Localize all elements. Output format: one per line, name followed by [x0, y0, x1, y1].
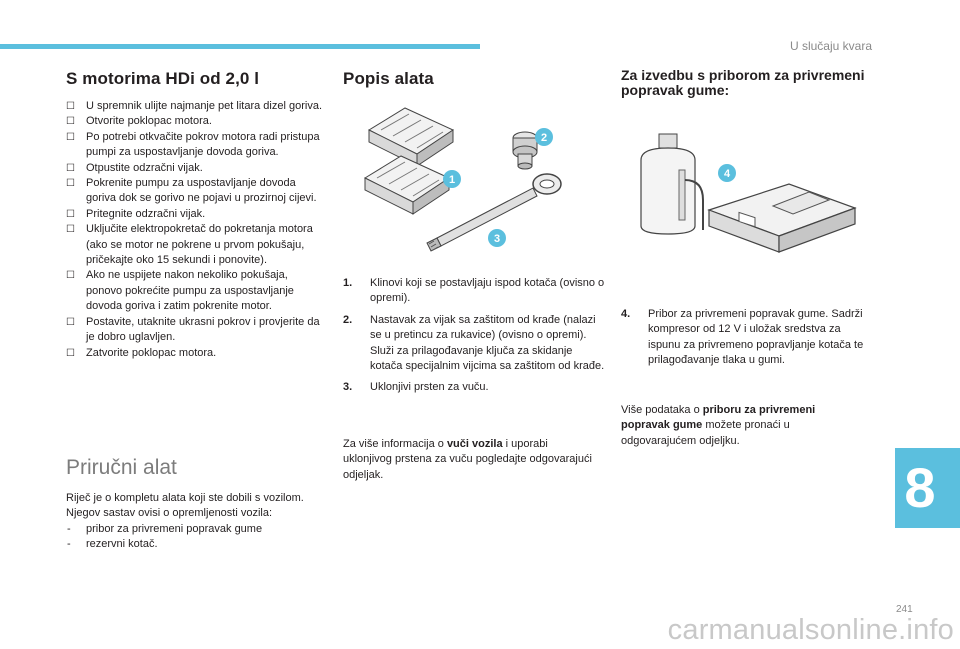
instruction-text: U spremnik ulijte najmanje pet litara dizel goriva.	[86, 100, 322, 112]
note-text: Za više informacija o	[343, 438, 447, 450]
instruction-text: Po potrebi otkvačite pokrov motora radi pristupa pumpi za uspostavljanje dovoda goriva.	[86, 130, 320, 159]
check-box-icon: ☐	[66, 162, 75, 174]
item-text: Nastavak za vijak sa zaštitom od krađe (nalazi se u pretincu za rukavice) (ovisno o opremi).	[370, 313, 596, 342]
instruction-item	[66, 346, 324, 361]
toolkit-text-2: Njegov sastav ovisi o opremljenosti vozila:	[66, 507, 273, 520]
instruction-item	[66, 222, 324, 268]
toolkit-item-list	[66, 522, 316, 553]
repair-kit-note	[621, 403, 861, 449]
instruction-item	[66, 315, 324, 346]
check-box-icon: ☐	[66, 347, 75, 359]
section-title-repair-kit: Za izvedbu s priborom za privremeni popravak gume:	[621, 67, 865, 98]
section-title-hdi: S motorima HDi od 2,0 l	[66, 69, 260, 88]
toolkit-text-1: Riječ je o kompletu alata koji ste dobili s vozilom.	[66, 492, 304, 504]
instruction-item	[66, 99, 324, 114]
callout-marker-2	[534, 127, 554, 147]
item-text: Uklonjivi prsten za vuču.	[370, 381, 489, 394]
item-number: 1.	[343, 277, 353, 289]
instruction-item	[66, 176, 324, 207]
section-title-tools: Popis alata	[343, 69, 434, 88]
chapter-number: 8	[904, 456, 936, 519]
item-text-extra: Služi za prilagođavanje ključa za skidanje kotača specijalnim vijcima sa zaštitom od krađe.	[370, 344, 605, 373]
check-box-icon: ☐	[66, 178, 75, 190]
instruction-text: Pritegnite odzračni vijak.	[86, 207, 206, 220]
note-link-text: priboru za privremeni popravak gume	[621, 404, 816, 432]
callout-label: 3	[493, 233, 501, 245]
check-box-icon: ☐	[66, 224, 75, 236]
item-number: 2.	[343, 313, 353, 326]
tool-item-1	[343, 276, 605, 307]
note-text: i uporabi uklonjivog prstena za vuču pogledajte odgovarajući odjeljak.	[343, 438, 592, 481]
instruction-item	[66, 161, 324, 176]
check-box-icon: ☐	[66, 270, 75, 282]
page-number: 241	[896, 604, 913, 615]
tool-item-2	[343, 313, 605, 375]
instruction-text: Uključite elektropokretač do pokretanja motora (ako se motor ne pokrene u prvom pokušaju, pričekajte oko 15 sekundi i ponovite).	[86, 223, 313, 267]
toolkit-item: - pribor za privremeni popravak gume	[66, 522, 316, 537]
item-text: Klinovi koji se postavljaju ispod kotača (ovisno o opremi).	[370, 277, 605, 305]
check-box-icon: ☐	[66, 131, 75, 143]
towing-note	[343, 437, 593, 483]
instruction-text: Otpustite odzračni vijak.	[86, 161, 203, 174]
instruction-item	[66, 268, 324, 314]
toolkit-description	[66, 491, 316, 553]
toolkit-item: - rezervni kotač.	[66, 537, 316, 552]
instruction-item	[66, 114, 324, 129]
instruction-text: Pokrenite pumpu za uspostavljanje dovoda goriva dok se gorivo ne pojavi u prozirnoj cijevi.	[86, 177, 317, 205]
note-text: možete pronaći u odgovarajućem odjeljku.	[621, 419, 790, 447]
watermark: carmanualsonline.info	[667, 614, 954, 646]
callout-label: 4	[723, 168, 731, 180]
callout-label: 2	[540, 132, 548, 144]
tool-item-3	[343, 380, 605, 395]
check-box-icon: ☐	[66, 101, 75, 112]
section-title-toolkit: Priručni alat	[66, 456, 177, 479]
tool-item-4	[621, 307, 866, 369]
instruction-text: Zatvorite poklopac motora.	[86, 346, 217, 359]
repair-kit-illustration	[633, 130, 861, 254]
instruction-item	[66, 207, 324, 222]
callout-label: 1	[448, 174, 456, 186]
instruction-list	[66, 99, 324, 361]
note-text: Više podataka o	[621, 404, 703, 416]
instruction-item	[66, 130, 324, 161]
tool-numbered-list	[343, 276, 605, 402]
callout-marker-1	[442, 169, 462, 189]
check-box-icon: ☐	[66, 116, 75, 128]
check-box-icon: ☐	[66, 316, 75, 328]
instruction-text: Otvorite poklopac motora.	[86, 115, 212, 128]
repair-kit-list	[621, 307, 866, 375]
header-accent-bar	[0, 44, 480, 49]
note-link-text: vuči vozila	[446, 438, 503, 450]
compressor-icon	[709, 184, 855, 252]
chapter-title: U slučaju kvara	[789, 39, 872, 53]
item-text: Pribor za privremeni popravak gume. Sadrži kompresor od 12 V i uložak sredstva za ispunu za privremeno popravljanje kotača te prilagođavanje tlaka u gumi.	[648, 308, 864, 367]
wheel-chock-icon	[365, 108, 456, 214]
item-number: 4.	[621, 308, 631, 320]
sealant-bottle-icon	[641, 134, 703, 234]
check-box-icon: ☐	[66, 208, 75, 220]
item-number: 3.	[343, 381, 353, 394]
instruction-text: Postavite, utaknite ukrasni pokrov i provjerite da je dobro uglavljen.	[86, 315, 320, 344]
instruction-text: Ako ne uspijete nakon nekoliko pokušaja, ponovo pokrećite pumpu za uspostavljanje dovoda goriva i zatim pokrenite motor.	[86, 269, 294, 313]
callout-marker-3	[487, 228, 507, 248]
callout-marker-4	[717, 163, 737, 183]
